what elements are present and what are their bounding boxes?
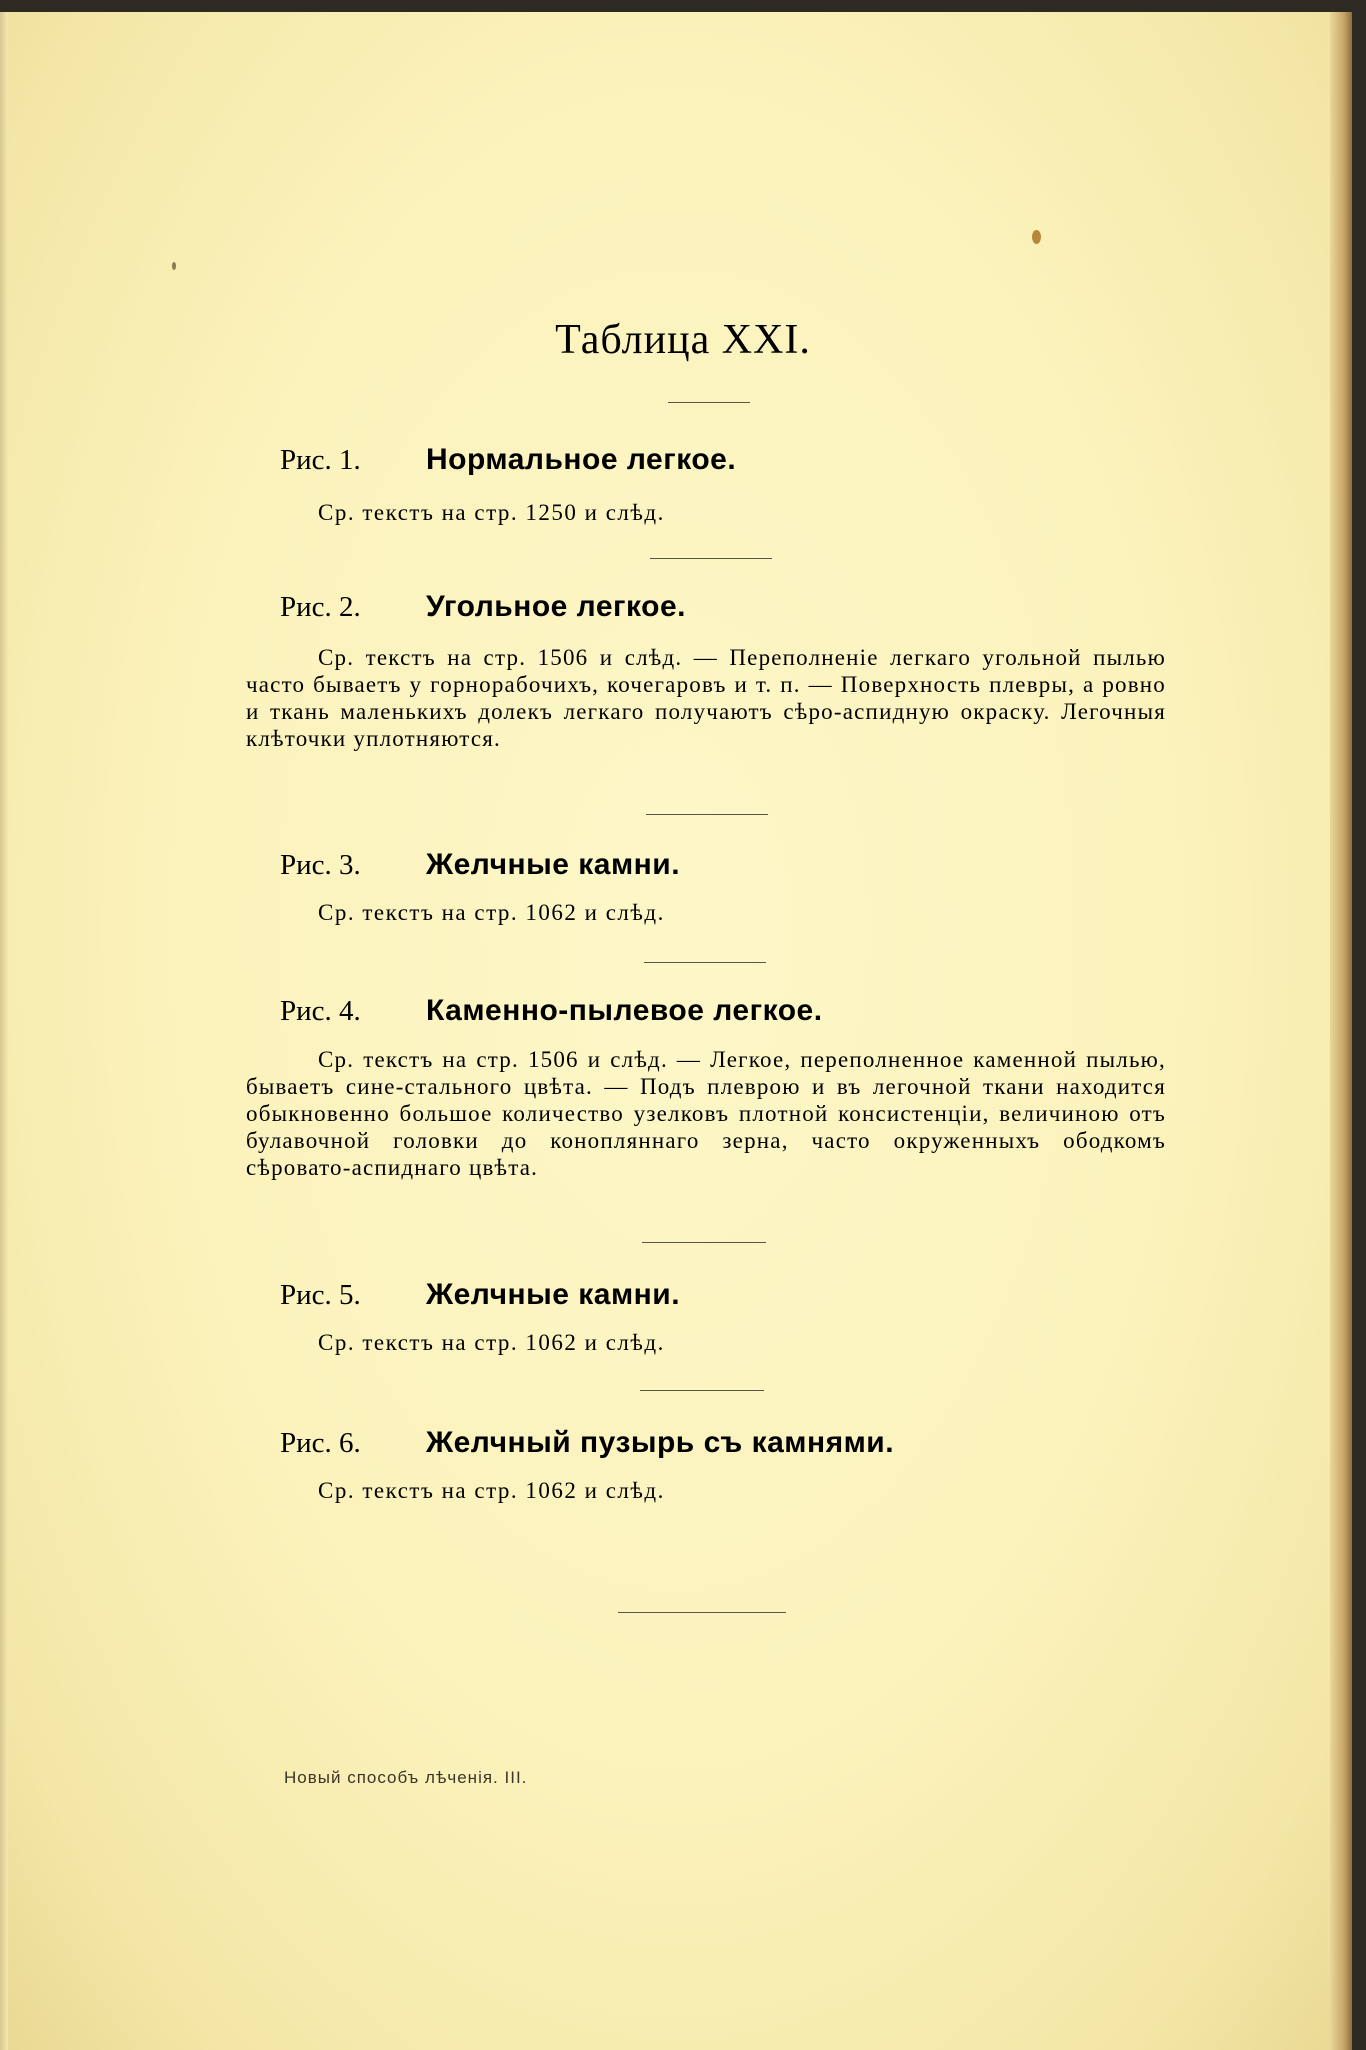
figure-title: Желчные камни. <box>426 1278 681 1311</box>
divider <box>640 1390 764 1391</box>
figure-label: Рис. 2. <box>280 591 361 623</box>
figure-description: Ср. текстъ на стр. 1506 и слѣд. — Легкое, переполненное каменной пылью, бываетъ сине-стального цвѣта. — Подъ плеврою и въ легочной ткани находится обыкновенно большое количество узелковъ плотной консистенціи, величиною отъ булавочной головки до конопляннаго зерна, часто окруженныхъ ободкомъ сѣровато-аспиднаго цвѣта. <box>246 1047 1166 1180</box>
figure-title: Нормальное легкое. <box>426 443 737 476</box>
figure-description: Ср. текстъ на стр. 1506 и слѣд. — Переполненіе легкаго угольной пылью часто бываетъ у горнорабочихъ, кочегаровъ и т. п. — Поверхность плевры, а ровно и ткань маленькихъ долекъ легкаго получаютъ сѣро-аспидную окраску. Легочныя клѣточки уплотняются. <box>246 645 1166 751</box>
ink-speck <box>1032 230 1041 244</box>
end-rule <box>618 1612 786 1613</box>
figure-reference: Ср. текстъ на стр. 1250 и слѣд. <box>318 500 665 525</box>
divider <box>642 1242 766 1243</box>
figure-label: Рис. 5. <box>280 1279 361 1311</box>
figure-title: Желчные камни. <box>426 848 681 881</box>
ink-speck <box>172 262 176 270</box>
figure-reference: Ср. текстъ на стр. 1062 и слѣд. <box>318 900 665 925</box>
figure-label: Рис. 4. <box>280 995 361 1027</box>
figure-label: Рис. 6. <box>280 1427 361 1459</box>
figure-reference: Ср. текстъ на стр. 1062 и слѣд. <box>318 1478 665 1503</box>
divider <box>644 962 766 963</box>
divider <box>650 558 772 559</box>
figure-label: Рис. 1. <box>280 444 361 476</box>
page-footer: Новый способъ лѣченія. III. <box>284 1768 528 1787</box>
divider <box>668 402 750 403</box>
figure-title: Желчный пузырь съ камнями. <box>426 1426 895 1459</box>
figure-title: Угольное легкое. <box>426 590 686 623</box>
page-title: Таблица XXI. <box>555 317 811 363</box>
figure-reference: Ср. текстъ на стр. 1062 и слѣд. <box>318 1330 665 1355</box>
divider <box>646 814 768 815</box>
figure-title: Каменно-пылевое легкое. <box>426 994 823 1027</box>
figure-label: Рис. 3. <box>280 849 361 881</box>
